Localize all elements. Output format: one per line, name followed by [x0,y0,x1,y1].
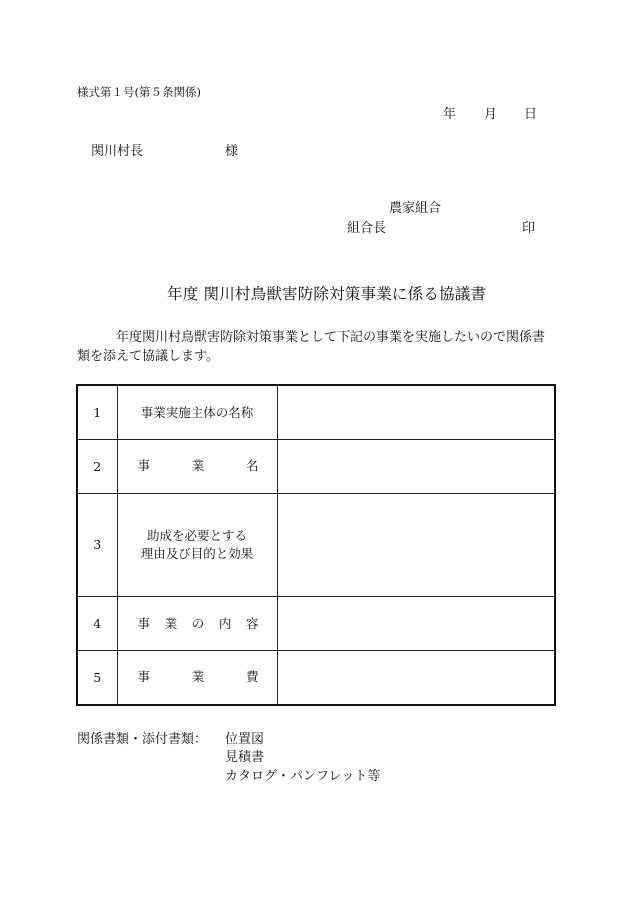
seal-mark: 印 [522,221,536,236]
sender-organization: 農家組合 [389,201,442,216]
label-line: 助成を必要とする [146,527,247,543]
table-row [77,493,555,597]
row-value-implementer[interactable] [277,385,555,440]
label-char: 業 [191,669,205,685]
label-line: 事業実施主体の名称 [140,404,254,420]
row-number: 3 [77,493,117,597]
table-row [77,440,555,493]
label-char: 事 [137,458,151,474]
row-number: 2 [77,440,117,493]
table-row [77,650,555,705]
row-value-project-name[interactable] [277,440,555,493]
row-number: 5 [77,650,117,705]
row-value-reason[interactable] [277,493,555,597]
project-info-table [76,384,556,706]
label-char: 業 [164,615,178,631]
addressee-name: 関川村長 [91,144,144,159]
row-number: 4 [77,597,117,650]
row-label-implementer [117,385,277,440]
attachments-label: 関係書類・添付書類： [77,732,208,747]
date-day-label: 日 [524,107,538,122]
form-number: 様式第１号(第５条関係) [77,85,201,99]
label-char: 費 [245,669,259,685]
body-text: 年度関川村鳥獣害防除対策事業として下記の事業を実施したいので関係書類を添えて協議します。 [77,330,546,364]
label-char: 容 [245,615,259,631]
row-label-reason [117,493,277,597]
document-title: 年度 関川村鳥獣害防除対策事業に係る協議書 [167,285,487,303]
sender-representative: 組合長 [347,221,387,236]
date-year-label: 年 [443,107,457,122]
row-label-project-name [117,440,277,493]
attachment-item: 位置図 [225,732,265,747]
label-char: 業 [191,458,205,474]
label-char: 内 [218,615,232,631]
row-number: 1 [77,385,117,440]
label-char: 事 [137,615,151,631]
row-value-cost[interactable] [277,650,555,705]
date-month-label: 月 [484,107,498,122]
label-char: の [191,615,205,631]
attachment-item: 見積書 [225,750,265,765]
addressee-honorific: 様 [225,144,239,159]
table-row [77,597,555,650]
label-char: 名 [245,458,259,474]
row-value-content[interactable] [277,597,555,650]
attachment-item: カタログ・パンフレット等 [225,769,381,784]
table-row [77,385,555,440]
row-label-content [117,597,277,650]
label-line: 理由及び目的と効果 [140,545,254,561]
row-label-cost [117,650,277,705]
label-char: 事 [137,669,151,685]
